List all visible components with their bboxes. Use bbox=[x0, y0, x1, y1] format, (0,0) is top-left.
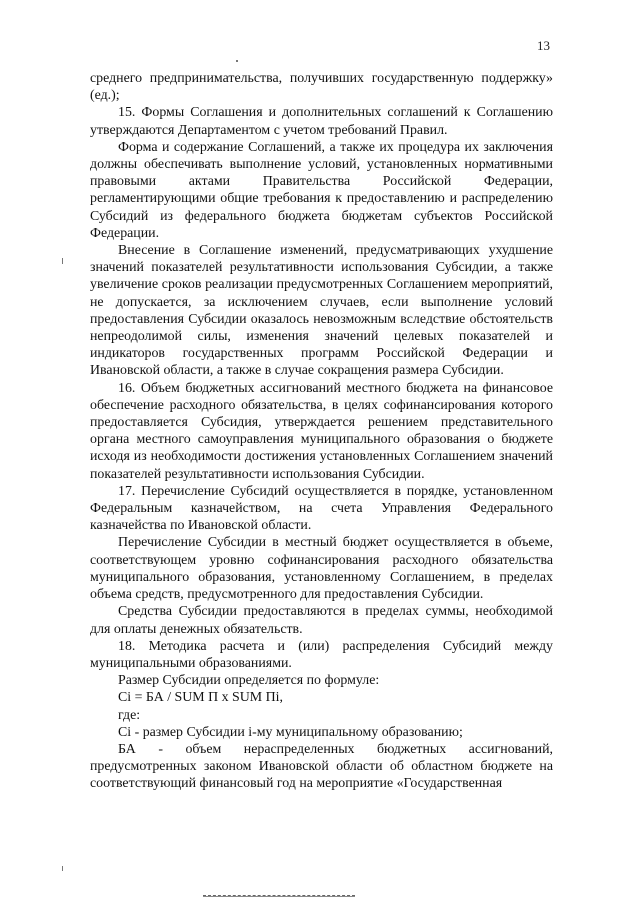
paragraph-agreement-form: Форма и содержание Соглашений, а также их процедура их заключения должны обеспечивать выполнение условий, установленных нормативными правовыми актами Правительства Российской Федерации, регламентирующими общие требования к предоставлению и распределению Субсидий из федерального бюджета бюджетам субъектов Российской Федерации. bbox=[90, 139, 553, 241]
paragraph-agreement-changes: Внесение в Соглашение изменений, предусматривающих ухудшение значений показателей результативности использования Субсидии, а также увеличение сроков реализации предусмотренных Соглашением мероприятий, не допускается, за исключением случаев, если выполнение условий предоставления Субсидии оказалось невозможным вследствие обстоятельств непреодолимой силы, изменения значений целевых показателей и индикаторов государственных программ Российской Федерации и Ивановской области, а также в случае сокращения размера Субсидии. bbox=[90, 243, 553, 379]
paragraph-continuation: среднего предпринимательства, получивших государственную поддержку» (ед.); bbox=[90, 71, 553, 104]
formula-def-ci: Сi - размер Субсидии i-му муниципальному образованию; bbox=[118, 724, 463, 740]
paragraph-item-15: 15. Формы Соглашения и дополнительных соглашений к Соглашению утверждаются Департаментом с учетом требований Правил. bbox=[90, 105, 553, 138]
footer-rule bbox=[203, 895, 355, 897]
formula-where: где: bbox=[118, 707, 141, 723]
formula-def-ba: БА - объем нераспределенных бюджетных ассигнований, предусмотренных законом Ивановской области об областном бюджете на соответствующий финансовый год на мероприятие «Государственная bbox=[90, 741, 553, 792]
scan-mark-bottom-left bbox=[62, 866, 63, 871]
paragraph-transfer: Перечисление Субсидии в местный бюджет осуществляется в объеме, соответствующем уровню софинансирования расходного обязательства муниципального образования, установленному Соглашением, в пределах объема средств, предусмотренного для предоставления Субсидии. bbox=[90, 535, 553, 603]
paragraph-funds: Средства Субсидии предоставляются в пределах суммы, необходимой для оплаты денежных обязательств. bbox=[90, 604, 553, 637]
scan-mark-left bbox=[62, 258, 63, 264]
page-number: 13 bbox=[537, 38, 550, 53]
scan-mark-top bbox=[236, 60, 238, 62]
paragraph-item-18: 18. Методика расчета и (или) распределения Субсидий между муниципальными образованиями. bbox=[90, 638, 553, 671]
paragraph-item-17: 17. Перечисление Субсидий осуществляется в порядке, установленном Федеральным казначейством, на счета Управления Федерального казначейства по Ивановской области. bbox=[90, 483, 553, 534]
formula: Сi = БА / SUM П x SUM Пi, bbox=[118, 690, 283, 706]
document-body bbox=[90, 70, 553, 793]
paragraph-formula-intro: Размер Субсидии определяется по формуле: bbox=[118, 673, 380, 689]
paragraph-item-16: 16. Объем бюджетных ассигнований местного бюджета на финансовое обеспечение расходного обязательства, в целях софинансирования которого предоставляется Субсидия, утверждается решением представительного органа местного самоуправления муниципального образования о бюджете исходя из необходимости достижения установленных Соглашением значений показателей результативности использования Субсидии. bbox=[90, 380, 553, 482]
